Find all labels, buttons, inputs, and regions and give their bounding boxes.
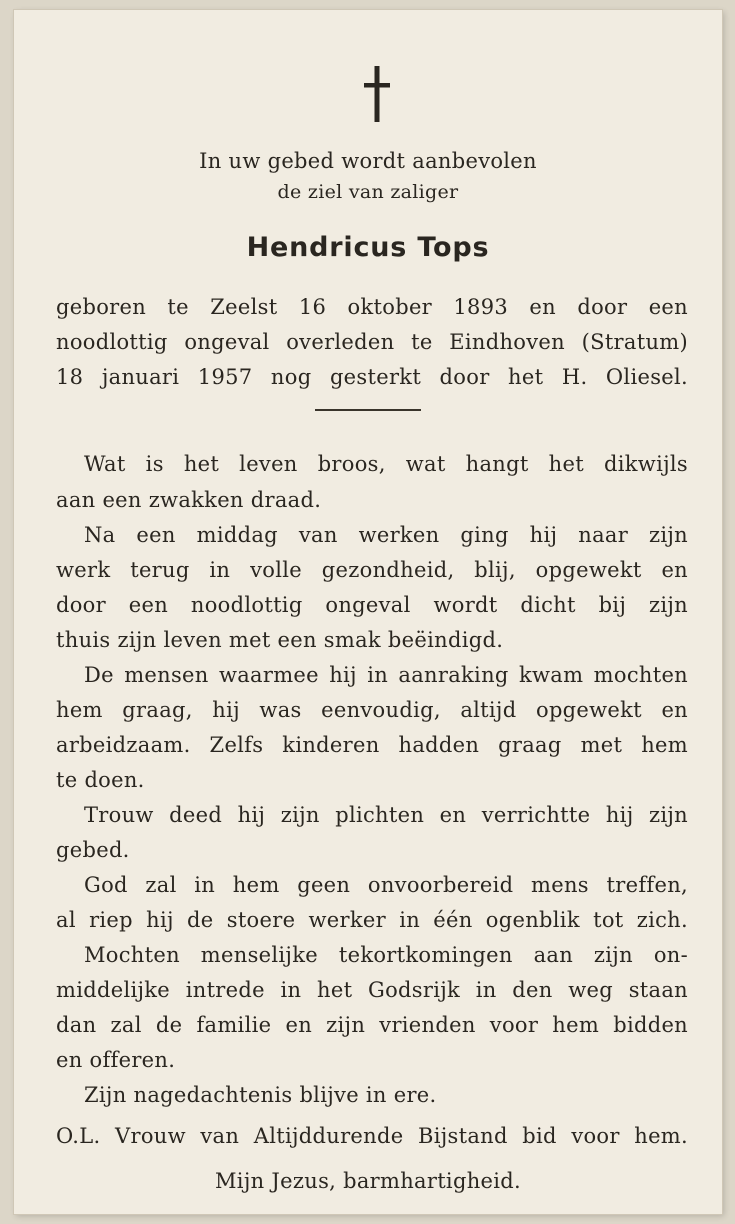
bio-line: noodlottig ongeval overleden te Eindhoven (Stratum) [56,330,688,354]
text-line: dan zal de familie en zijn vrienden voor hem bidden [56,1013,688,1037]
soul-line: de ziel van zaliger [277,181,459,203]
text-line: aan een zwakken draad. [56,488,322,512]
text-line: arbeidzaam. Zelfs kinderen hadden graag met hem [56,733,688,757]
text-line: door een noodlottig ongeval wordt dicht bij zijn [56,593,688,617]
bio-line: 18 januari 1957 nog gesterkt door het H. Oliesel. [56,365,688,389]
bio-line: geboren te Zeelst 16 oktober 1893 en door een [56,295,688,319]
text-line: God zal in hem geen onvoorbereid mens treffen, [84,873,688,897]
text-line: hem graag, hij was eenvoudig, altijd opgewekt en [56,698,688,722]
memorial-card [14,10,722,1214]
text-line: al riep hij de stoere werker in één ogenblik tot zich. [56,908,688,932]
text-line: Wat is het leven broos, wat hangt het dikwijls [84,452,688,476]
recommend-line: In uw gebed wordt aanbevolen [199,149,537,173]
closing-line: Mijn Jezus, barmhartigheid. [215,1169,521,1193]
text-line: Zijn nagedachtenis blijve in ere. [84,1083,437,1107]
text-line: Mochten menselijke tekortkomingen aan zijn on- [84,943,688,967]
text-line: Trouw deed hij zijn plichten en verrichtte hij zijn [84,803,688,827]
text-line: werk terug in volle gezondheid, blij, opgewekt en [56,558,688,582]
cross-icon [363,66,391,122]
deceased-name: Hendricus Tops [246,232,490,263]
prayer-line: O.L. Vrouw van Altijddurende Bijstand bid voor hem. [56,1124,688,1148]
text-line: De mensen waarmee hij in aanraking kwam mochten [84,663,688,687]
text-line: gebed. [56,838,130,862]
text-line: en offeren. [56,1048,176,1072]
text-line: te doen. [56,768,145,792]
divider [315,409,421,411]
text-line: thuis zijn leven met een smak beëindigd. [56,628,504,652]
text-line: middelijke intrede in het Godsrijk in den weg staan [56,978,688,1002]
text-line: Na een middag van werken ging hij naar zijn [84,523,688,547]
